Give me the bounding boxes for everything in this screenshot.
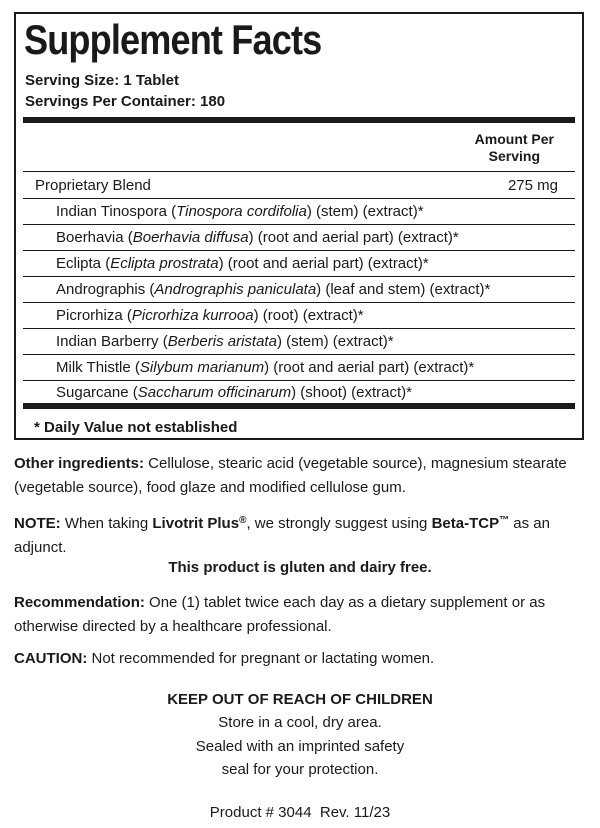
note-text: When taking [60, 515, 153, 532]
storage-line: Sealed with an imprinted safety [195, 738, 405, 755]
other-ingredients [14, 452, 574, 500]
serving-size: Serving Size: 1 Tablet [25, 72, 179, 89]
caution-label: CAUTION: [14, 650, 88, 667]
other-ingredients-label: Other ingredients: [14, 455, 145, 472]
panel-title: Supplement Facts [24, 16, 322, 63]
ingredient-detail: ) (root and aerial part) (extract)* [264, 359, 475, 376]
blend-label: Proprietary Blend [35, 177, 151, 194]
ingredient-name: Indian Barberry ( [56, 333, 168, 350]
note-label: NOTE: [14, 515, 61, 532]
ingredient-row [56, 229, 459, 247]
amount-header-line1: Amount Per [474, 131, 554, 147]
divider [23, 198, 575, 199]
ingredient-row [56, 307, 364, 325]
adjunct-name [432, 515, 510, 532]
ingredient-latin: Saccharum officinarum [137, 384, 292, 401]
ingredient-detail: ) (shoot) (extract)* [291, 384, 412, 401]
ingredient-detail: ) (leaf and stem) (extract)* [316, 281, 491, 298]
ingredient-detail: ) (root and aerial part) (extract)* [248, 229, 459, 246]
gluten-free-statement: This product is gluten and dairy free. [168, 559, 432, 576]
ingredient-name: Sugarcane ( [56, 384, 138, 401]
servings-per-container: Servings Per Container: 180 [25, 93, 226, 110]
ingredient-row [56, 384, 412, 402]
thick-divider-bottom [23, 403, 575, 409]
registered-mark: ® [239, 515, 247, 526]
storage-line: seal for your protection. [221, 761, 379, 778]
ingredient-latin: Picrorhiza kurrooa [131, 307, 254, 324]
keep-out-of-reach: KEEP OUT OF REACH OF CHILDREN [167, 691, 433, 708]
ingredient-name: Boerhavia ( [56, 229, 133, 246]
ingredient-detail: ) (stem) (extract)* [306, 203, 424, 220]
ingredient-latin: Eclipta prostrata [110, 255, 219, 272]
ingredient-name: Indian Tinospora ( [56, 203, 177, 220]
adjunct-name-text: Beta-TCP [431, 515, 500, 532]
ingredient-detail: ) (root and aerial part) (extract)* [218, 255, 429, 272]
product-code: Product # 3044 Rev. 11/23 [209, 804, 391, 821]
ingredient-row [56, 359, 474, 377]
thick-divider-top [23, 117, 575, 123]
storage-line: Store in a cool, dry area. [218, 714, 382, 731]
divider [23, 250, 575, 251]
divider [23, 380, 575, 381]
ingredient-row [56, 255, 429, 273]
blend-amount: 275 mg [507, 177, 558, 194]
ingredient-latin: Tinospora cordifolia [176, 203, 307, 220]
recommendation-label: Recommendation: [14, 594, 145, 611]
product-name-text: Livotrit Plus [152, 515, 240, 532]
supplement-facts-panel [14, 12, 584, 440]
ingredient-latin: Boerhavia diffusa [132, 229, 249, 246]
note-text: , we strongly suggest using [246, 515, 432, 532]
amount-per-serving-header [475, 131, 554, 165]
recommendation [14, 591, 574, 639]
caution-text: Not recommended for pregnant or lactating women. [87, 650, 435, 667]
caution [14, 647, 574, 671]
divider [23, 224, 575, 225]
divider [23, 276, 575, 277]
ingredient-latin: Berberis aristata [167, 333, 277, 350]
divider [23, 302, 575, 303]
divider [23, 328, 575, 329]
note-text: as an adjunct. [14, 515, 550, 556]
ingredient-detail: ) (stem) (extract)* [276, 333, 394, 350]
ingredient-name: Picrorhiza ( [56, 307, 132, 324]
ingredient-name: Milk Thistle ( [56, 359, 140, 376]
ingredient-name: Eclipta ( [56, 255, 111, 272]
other-ingredients-text: Cellulose, stearic acid (vegetable source), magnesium stearate (vegetable source), food glaze and modified cellulose gum. [14, 455, 567, 496]
divider [23, 171, 575, 172]
note-paragraph [14, 512, 574, 560]
ingredient-latin: Andrographis paniculata [154, 281, 317, 298]
divider [23, 354, 575, 355]
ingredient-detail: ) (root) (extract)* [253, 307, 364, 324]
ingredient-row [56, 203, 424, 221]
ingredient-row [56, 333, 394, 351]
trademark: ™ [499, 515, 510, 526]
product-name [152, 515, 246, 532]
recommendation-text: One (1) tablet twice each day as a dietary supplement or as otherwise directed by a healthcare professional. [14, 594, 546, 635]
amount-header-line2: Serving [488, 148, 540, 164]
ingredient-row [56, 281, 490, 299]
daily-value-footnote: * Daily Value not established [34, 419, 238, 436]
ingredient-latin: Silybum marianum [139, 359, 265, 376]
ingredient-name: Andrographis ( [56, 281, 155, 298]
